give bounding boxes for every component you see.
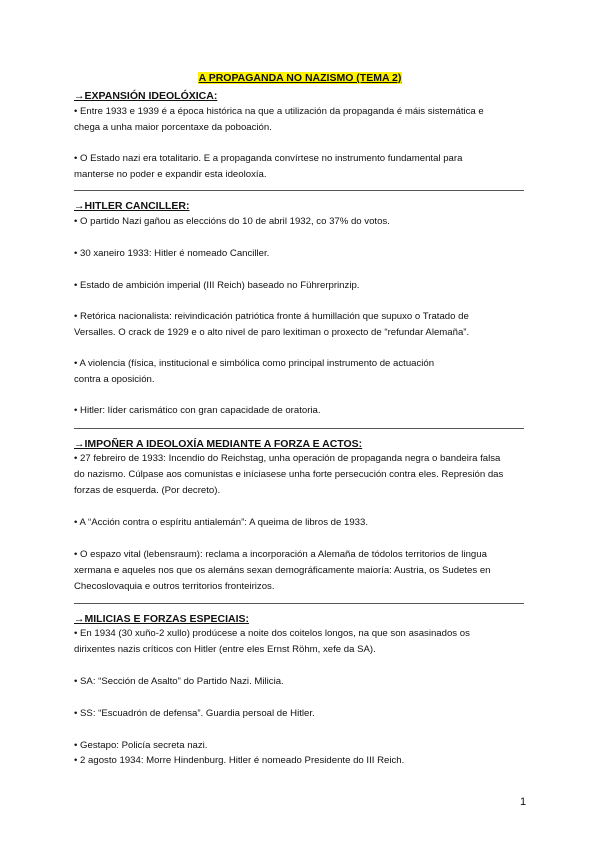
- document-title-text: A PROPAGANDA NO NAZISMO (TEMA 2): [198, 72, 402, 84]
- paragraph: • SA: “Sección de Asalto” do Partido Nazi. Milicia.: [74, 676, 284, 687]
- paragraph: • A violencia (física, institucional e simbólica como principal instrumento de actuación contra a oposición.: [74, 358, 435, 385]
- section-heading-expansion: →EXPANSIÓN IDEOLÓXICA:: [74, 90, 218, 102]
- section-heading-hitler-canciller: →HITLER CANCILLER:: [74, 200, 190, 212]
- paragraph: • Hitler: líder carismático con gran capacidade de oratoria.: [74, 405, 321, 416]
- paragraph: • O partido Nazi gañou as eleccións do 10 de abril 1932, co 37% do votos.: [74, 216, 390, 227]
- section-heading-impoñer-ideoloxia: →IMPOÑER A IDEOLOXÍA MEDIANTE A FORZA E ACTOS:: [74, 438, 363, 450]
- paragraph: • Retórica nacionalista: reivindicación patriótica fronte á humillación que supuxo o Tratado de Versalles. O crack de 1929 e o alto nivel de paro lexitiman o proxecto de “refundar Alemaña”.: [74, 311, 470, 338]
- document-title: [0, 72, 600, 84]
- paragraph: • 2 agosto 1934: Morre Hindenburg. Hitler é nomeado Presidente do III Reich.: [74, 755, 405, 766]
- paragraph: • 30 xaneiro 1933: Hitler é nomeado Canciller.: [74, 248, 270, 259]
- section-divider: [74, 428, 524, 429]
- section-divider: [74, 603, 524, 604]
- paragraph: • Entre 1933 e 1939 é a época histórica na que a utilización da propaganda é máis sistemática e chega a unha maior porcentaxe da poboación.: [74, 106, 484, 133]
- paragraph: • Gestapo: Policía secreta nazi.: [74, 740, 208, 751]
- paragraph: • O espazo vital (lebensraum): reclama a incorporación a Alemaña de tódolos territorios de lingua xermana e aqueles nos que os alemáns sexan demográficamente maioría: Austria, os Sudetes en Checoslovaquia e outros territorios fronteirizos.: [74, 549, 491, 592]
- page-number: 1: [520, 796, 527, 808]
- paragraph: • A “Acción contra o espíritu antialemán”: A queima de libros de 1933.: [74, 517, 369, 528]
- paragraph: • Estado de ambición imperial (III Reich) baseado no Führerprinzip.: [74, 280, 360, 291]
- paragraph: • SS: “Escuadrón de defensa”. Guardia persoal de Hitler.: [74, 708, 315, 719]
- section-divider: [74, 190, 524, 191]
- section-heading-milicias: →MILICIAS E FORZAS ESPECIAIS:: [74, 613, 250, 625]
- paragraph: • En 1934 (30 xuño-2 xullo) prodúcese a noite dos coitelos longos, na que son asasinados os dirixentes nazis críticos con Hitler (entre eles Ernst Röhm, xefe da SA).: [74, 628, 470, 655]
- paragraph: • 27 febreiro de 1933: Incendio do Reichstag, unha operación de propaganda negra o bandeira falsa do nazismo. Cúlpase aos comunistas e iníciasese unha forte persecución contra eles. Represión das forzas de esquerda. (Por decreto).: [74, 453, 504, 496]
- paragraph: • O Estado nazi era totalitario. E a propaganda convírtese no instrumento fundamental para manterse no poder e expandir esta ideoloxía.: [74, 153, 463, 180]
